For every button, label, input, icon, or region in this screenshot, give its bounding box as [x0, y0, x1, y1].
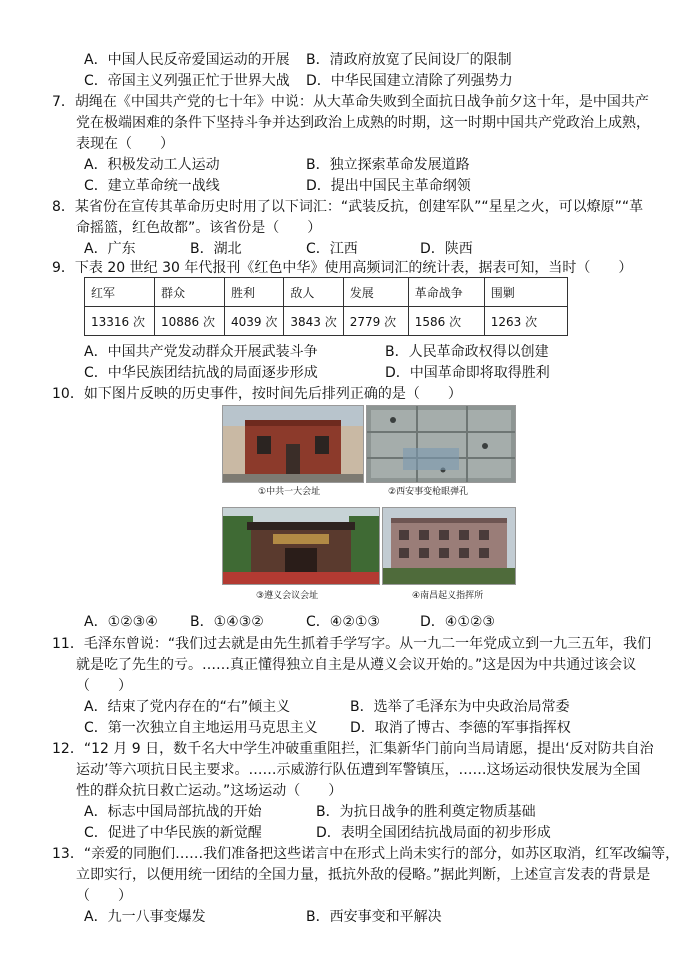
- q12-option-a: A．标志中国局部抗战的开始: [84, 804, 262, 820]
- table-cell: 13316 次: [85, 307, 155, 336]
- q8-stem-line1: 8．某省份在宣传其革命历史时用了以下词汇：“武装反抗，创建军队”“星星之火，可以燎原”“革: [52, 199, 644, 215]
- q10-stem: 10．如下图片反映的历史事件，按时间先后排列正确的是（ ）: [52, 386, 462, 402]
- q8-option-d: D．陕西: [420, 241, 473, 257]
- q12-stem-line3: 性的群众抗日救亡运动。”这场运动（ ）: [76, 783, 343, 799]
- q9-stem: 9．下表 20 世纪 30 年代报刊《红色中华》使用高频词汇的统计表，据表可知，当时（ ）: [52, 260, 633, 276]
- photo-zunyi-conference-site: [222, 507, 380, 585]
- q12-option-c: C．促进了中华民族的新觉醒: [84, 825, 262, 841]
- photo2-caption: ②西安事变枪眼弹孔: [388, 487, 469, 497]
- q11-option-d: D．取消了博古、李德的军事指挥权: [350, 720, 571, 736]
- table-cell: 1586 次: [408, 307, 484, 336]
- q12-stem-line1: 12．“12 月 9 日，数千名大中学生冲破重重阻拦，汇集新华门前向当局请愿，提出‘反对防共自治: [52, 741, 654, 757]
- q11-option-a: A．结束了党内存在的“右”倾主义: [84, 699, 291, 715]
- table-header-cell: 红军: [85, 278, 155, 307]
- q6-option-a: A．中国人民反帝爱国运动的开展: [84, 52, 290, 68]
- table-header-cell: 敌人: [284, 278, 343, 307]
- table-header-row: [85, 278, 568, 307]
- table-header-cell: 围剿: [484, 278, 567, 307]
- q7-option-b: B．独立探索革命发展道路: [306, 157, 470, 173]
- q13-stem-line2: 立即实行，以便用统一团结的全国力量，抵抗外敌的侵略。”据此判断，上述宣言发表的背景是: [76, 867, 651, 883]
- q9-option-c: C．中华民族团结抗战的局面逐步形成: [84, 365, 318, 381]
- q6-option-c: C．帝国主义列强正忙于世界大战: [84, 73, 290, 89]
- q6-option-b: B．清政府放宽了民间设厂的限制: [306, 52, 512, 68]
- table-header-cell: 群众: [155, 278, 225, 307]
- q11-option-c: C．第一次独立自主地运用马克思主义: [84, 720, 318, 736]
- q6-option-d: D．中华民国建立清除了列强势力: [306, 73, 513, 89]
- q13-stem-line1: 13．“亲爱的同胞们……我们准备把这些诺言中在形式上尚未实行的部分，如苏区取消，红军改编等，: [52, 846, 680, 862]
- q10-option-d: D．④①②③: [420, 614, 495, 630]
- q9-option-b: B．人民革命政权得以创建: [385, 344, 549, 360]
- word-frequency-table: [84, 277, 568, 336]
- q8-option-b: B．湖北: [190, 241, 242, 257]
- q8-stem-line2: 命摇篮，红色故都”。该省份是（ ）: [76, 220, 322, 236]
- q13-stem-line3: （ ）: [76, 888, 132, 904]
- q9-option-a: A．中国共产党发动群众开展武装斗争: [84, 344, 318, 360]
- q7-option-c: C．建立革命统一战线: [84, 178, 220, 194]
- table-cell: 2779 次: [343, 307, 408, 336]
- photo1-caption: ①中共一大会址: [258, 487, 321, 497]
- q13-option-b: B．西安事变和平解决: [306, 909, 442, 925]
- photo-xian-bullet-holes: [366, 405, 516, 483]
- table-cell: 3843 次: [284, 307, 343, 336]
- table-cell: 1263 次: [484, 307, 567, 336]
- q9-option-d: D．中国革命即将取得胜利: [385, 365, 550, 381]
- q10-option-a: A．①②③④: [84, 614, 158, 630]
- table-header-cell: 革命战争: [408, 278, 484, 307]
- q7-stem-line1: 7．胡绳在《中国共产党的七十年》中说：从大革命失败到全面抗日战争前夕这十年，是中国共产: [52, 94, 649, 110]
- photo-first-congress-site: [222, 405, 364, 483]
- q7-option-d: D．提出中国民主革命纲领: [306, 178, 471, 194]
- q12-stem-line2: 运动’等六项抗日民主要求。……示威游行队伍遭到军警镇压，……这场运动很快发展为全国: [76, 762, 641, 778]
- q7-option-a: A．积极发动工人运动: [84, 157, 220, 173]
- q8-option-a: A．广东: [84, 241, 136, 257]
- table-header-cell: 胜利: [225, 278, 284, 307]
- q10-option-b: B．①④③②: [190, 614, 264, 630]
- q12-option-b: B．为抗日战争的胜利奠定物质基础: [316, 804, 536, 820]
- q11-stem-line2: 就是吃了先生的亏。……真正懂得独立自主是从遵义会议开始的。”这是因为中共通过该会议: [76, 657, 637, 673]
- q11-stem-line1: 11．毛泽东曾说：“我们过去就是由先生抓着手学写字。从一九二一年党成立到一九三五年，我们: [52, 636, 652, 652]
- q8-option-c: C．江西: [306, 241, 358, 257]
- table-header-cell: 发展: [343, 278, 408, 307]
- q7-stem-line2: 党在极端困难的条件下坚持斗争并达到政治上成熟的时期，这一时期中国共产党政治上成熟，: [76, 115, 650, 131]
- table-cell: 4039 次: [225, 307, 284, 336]
- q11-stem-line3: （ ）: [76, 678, 132, 694]
- q7-stem-line3: 表现在（ ）: [76, 136, 174, 152]
- q10-option-c: C．④②①③: [306, 614, 380, 630]
- photo3-caption: ③遵义会议会址: [256, 591, 319, 601]
- q11-option-b: B．选举了毛泽东为中央政治局常委: [350, 699, 570, 715]
- table-row: [85, 307, 568, 336]
- q12-option-d: D．表明全国团结抗战局面的初步形成: [316, 825, 551, 841]
- photo-nanchang-uprising-hq: [382, 507, 516, 585]
- table-cell: 10886 次: [155, 307, 225, 336]
- photo4-caption: ④南昌起义指挥所: [412, 591, 484, 601]
- q13-option-a: A．九一八事变爆发: [84, 909, 206, 925]
